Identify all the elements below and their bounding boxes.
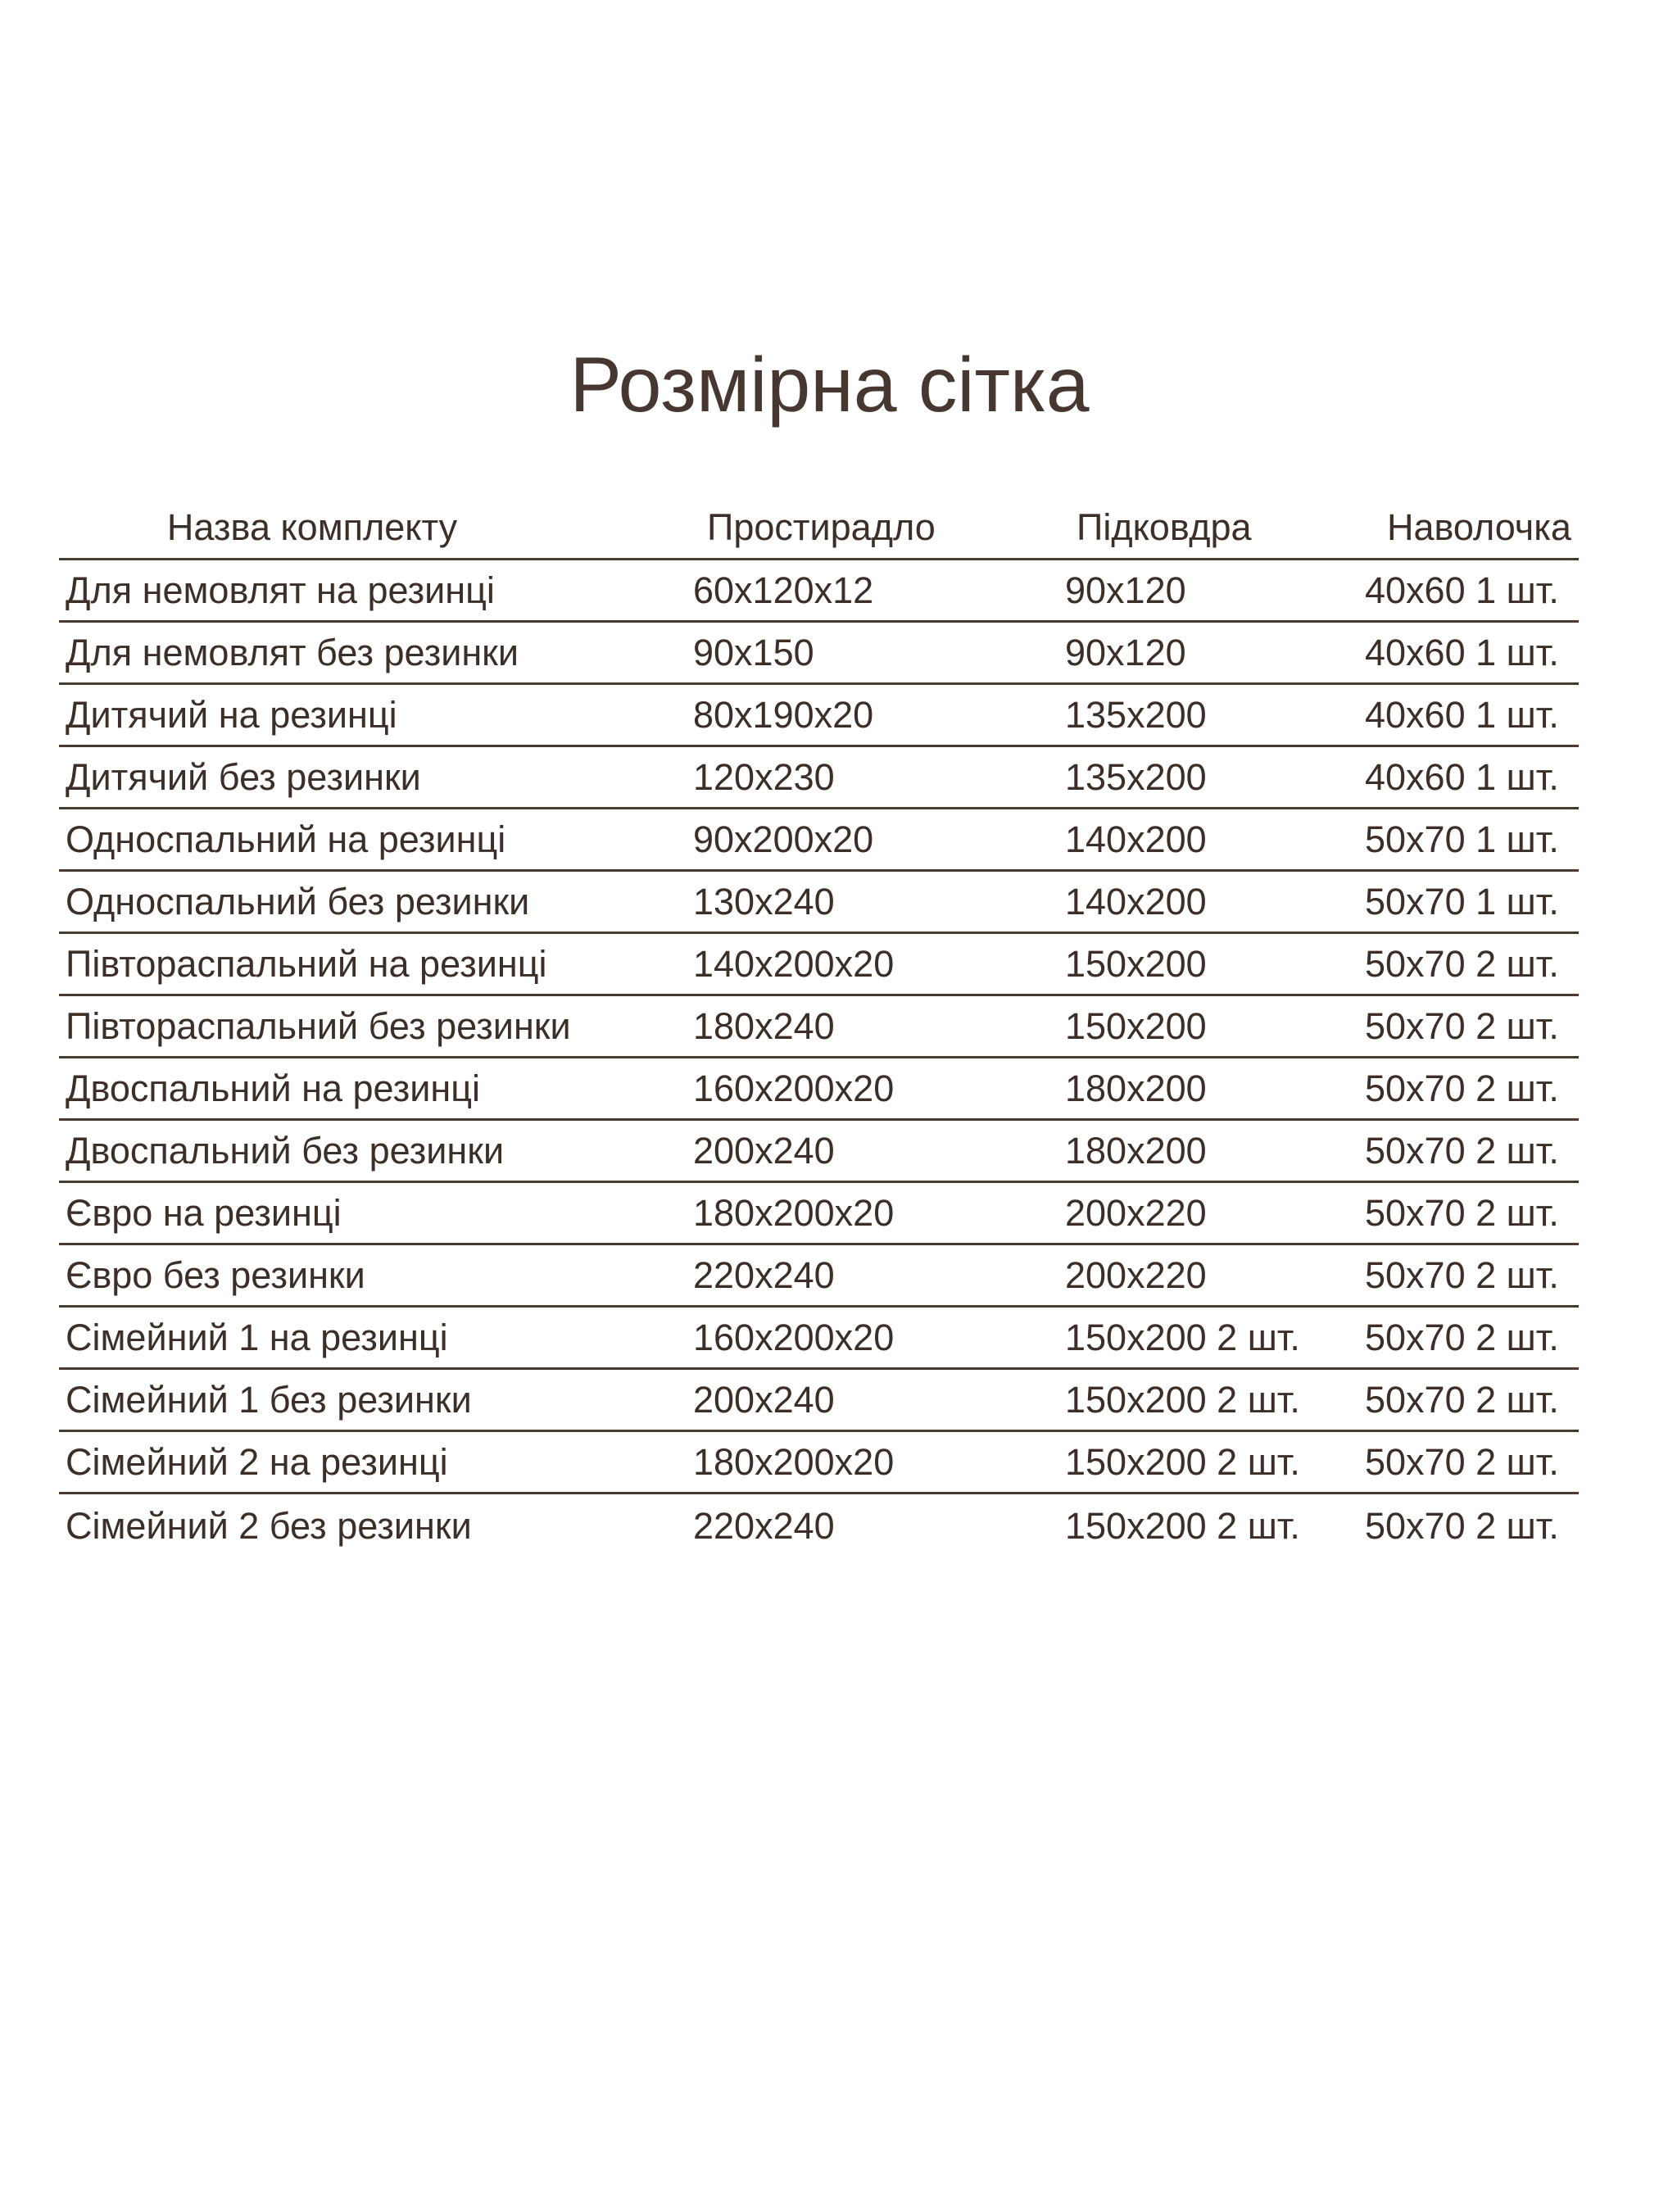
duvet-size-cell: 135х200 <box>1065 694 1207 736</box>
pillowcase-size-cell: 50х70 2 шт. <box>1365 1067 1559 1109</box>
duvet-size-cell: 140х200 <box>1065 818 1207 860</box>
set-name-cell: Для немовлят на резинці <box>66 569 495 611</box>
pillowcase-size-cell: 50х70 2 шт. <box>1365 943 1559 985</box>
set-name-cell: Євро без резинки <box>66 1254 365 1296</box>
duvet-size-cell: 200х220 <box>1065 1192 1207 1234</box>
sheet-size-cell: 200х240 <box>693 1130 835 1172</box>
duvet-size-cell: 150х200 2 шт. <box>1065 1379 1300 1421</box>
table-row <box>59 560 1579 623</box>
duvet-size-cell: 90х120 <box>1065 569 1186 611</box>
duvet-size-cell: 150х200 <box>1065 1005 1207 1047</box>
table-header-row <box>59 496 1579 560</box>
set-name-cell: Односпальний без резинки <box>66 881 530 922</box>
pillowcase-size-cell: 50х70 1 шт. <box>1365 818 1559 860</box>
table-row <box>59 747 1579 809</box>
column-header-pillowcase: Наволочка <box>1387 505 1571 548</box>
pillowcase-size-cell: 40х60 1 шт. <box>1365 694 1559 736</box>
table-row <box>59 685 1579 747</box>
table-row <box>59 1370 1579 1432</box>
sheet-size-cell: 220х240 <box>693 1504 835 1547</box>
table-row <box>59 1121 1579 1183</box>
table-row <box>59 1308 1579 1370</box>
table-row <box>59 809 1579 872</box>
duvet-size-cell: 90х120 <box>1065 632 1186 673</box>
set-name-cell: Сімейний 2 без резинки <box>66 1504 472 1547</box>
pillowcase-size-cell: 50х70 2 шт. <box>1365 1441 1559 1483</box>
set-name-cell: Двоспальний без резинки <box>66 1130 505 1172</box>
table-row <box>59 1183 1579 1245</box>
sheet-size-cell: 220х240 <box>693 1254 835 1296</box>
pillowcase-size-cell: 50х70 2 шт. <box>1365 1317 1559 1358</box>
pillowcase-size-cell: 50х70 2 шт. <box>1365 1254 1559 1296</box>
duvet-size-cell: 180х200 <box>1065 1130 1207 1172</box>
pillowcase-size-cell: 50х70 2 шт. <box>1365 1504 1559 1547</box>
set-name-cell: Для немовлят без резинки <box>66 632 519 673</box>
set-name-cell: Півтораспальний без резинки <box>66 1005 571 1047</box>
table-row <box>59 934 1579 996</box>
sheet-size-cell: 90х150 <box>693 632 814 673</box>
sheet-size-cell: 180х200х20 <box>693 1192 895 1234</box>
sheet-size-cell: 90х200х20 <box>693 818 874 860</box>
sheet-size-cell: 160х200х20 <box>693 1317 895 1358</box>
set-name-cell: Сімейний 1 без резинки <box>66 1379 472 1421</box>
duvet-size-cell: 140х200 <box>1065 881 1207 922</box>
sheet-size-cell: 180х240 <box>693 1005 835 1047</box>
sheet-size-cell: 140х200х20 <box>693 943 895 985</box>
set-name-cell: Двоспальний на резинці <box>66 1067 480 1109</box>
set-name-cell: Сімейний 1 на резинці <box>66 1317 448 1358</box>
duvet-size-cell: 180х200 <box>1065 1067 1207 1109</box>
column-header-set-name: Назва комплекту <box>166 505 458 548</box>
set-name-cell: Сімейний 2 на резинці <box>66 1441 448 1483</box>
table-row <box>59 996 1579 1058</box>
set-name-cell: Півтораспальний на резинці <box>66 943 547 985</box>
sheet-size-cell: 130х240 <box>693 881 835 922</box>
table-row <box>59 1494 1579 1557</box>
pillowcase-size-cell: 50х70 2 шт. <box>1365 1379 1559 1421</box>
pillowcase-size-cell: 40х60 1 шт. <box>1365 632 1559 673</box>
sheet-size-cell: 160х200х20 <box>693 1067 895 1109</box>
duvet-size-cell: 150х200 2 шт. <box>1065 1317 1300 1358</box>
sheet-size-cell: 60х120х12 <box>693 569 874 611</box>
column-header-duvet: Підковдра <box>1077 505 1252 548</box>
pillowcase-size-cell: 50х70 2 шт. <box>1365 1005 1559 1047</box>
pillowcase-size-cell: 50х70 1 шт. <box>1365 881 1559 922</box>
set-name-cell: Односпальний на резинці <box>66 818 506 860</box>
set-name-cell: Дитячий на резинці <box>66 694 397 736</box>
sheet-size-cell: 200х240 <box>693 1379 835 1421</box>
set-name-cell: Євро на резинці <box>66 1192 342 1234</box>
duvet-size-cell: 135х200 <box>1065 756 1207 798</box>
duvet-size-cell: 150х200 2 шт. <box>1065 1504 1300 1547</box>
table-row <box>59 1432 1579 1494</box>
table-row <box>59 623 1579 685</box>
duvet-size-cell: 200х220 <box>1065 1254 1207 1296</box>
sheet-size-cell: 120х230 <box>693 756 835 798</box>
duvet-size-cell: 150х200 <box>1065 943 1207 985</box>
page-title: Розмірна сітка <box>569 342 1090 428</box>
pillowcase-size-cell: 40х60 1 шт. <box>1365 569 1559 611</box>
pillowcase-size-cell: 50х70 2 шт. <box>1365 1130 1559 1172</box>
table-row <box>59 1245 1579 1308</box>
table-row <box>59 872 1579 934</box>
set-name-cell: Дитячий без резинки <box>66 756 421 798</box>
column-header-sheet: Простирадло <box>707 505 936 548</box>
sheet-size-cell: 180х200х20 <box>693 1441 895 1483</box>
pillowcase-size-cell: 40х60 1 шт. <box>1365 756 1559 798</box>
table-row <box>59 1058 1579 1121</box>
pillowcase-size-cell: 50х70 2 шт. <box>1365 1192 1559 1234</box>
size-table <box>59 496 1579 1557</box>
sheet-size-cell: 80х190х20 <box>693 694 874 736</box>
duvet-size-cell: 150х200 2 шт. <box>1065 1441 1300 1483</box>
